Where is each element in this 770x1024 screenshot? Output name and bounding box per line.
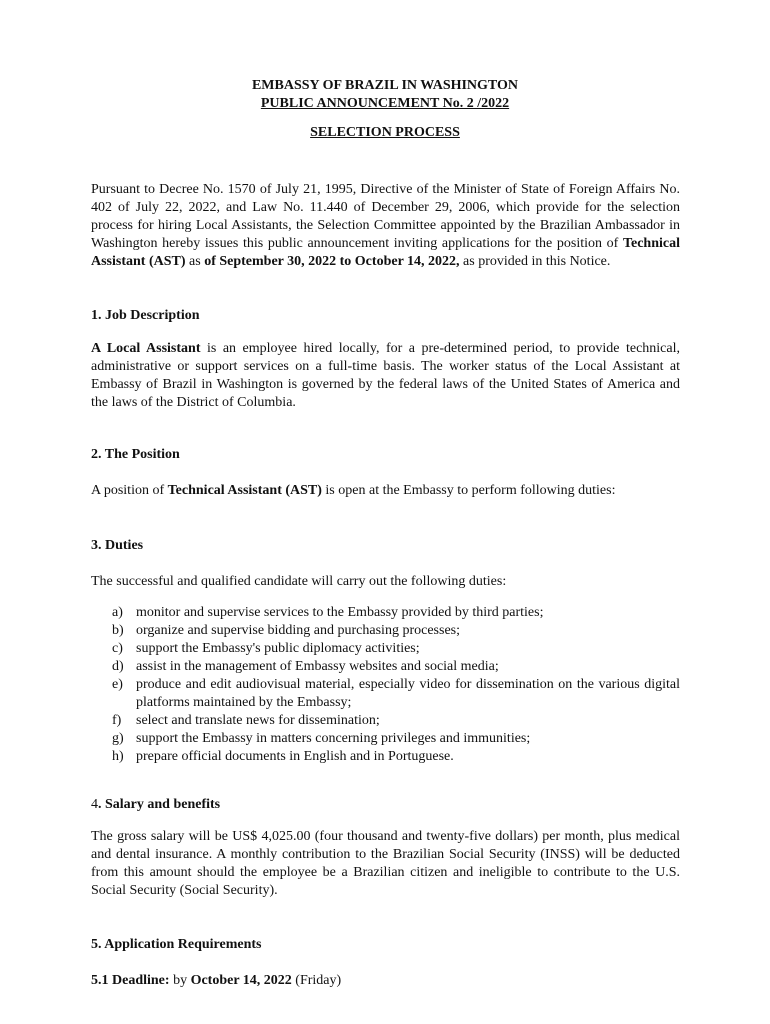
list-marker: g) bbox=[112, 731, 124, 746]
list-marker: b) bbox=[112, 623, 124, 638]
announcement-title: PUBLIC ANNOUNCEMENT No. 2 /2022 bbox=[260, 96, 510, 111]
list-marker: c) bbox=[112, 641, 123, 656]
section-1-heading: 1. Job Description bbox=[91, 308, 200, 323]
list-item bbox=[112, 748, 680, 766]
list-item-text: select and translate news for dissemination; bbox=[136, 713, 380, 728]
section-5-heading: 5. Application Requirements bbox=[91, 937, 262, 952]
deadline-line bbox=[91, 972, 680, 990]
job-description-paragraph bbox=[91, 340, 680, 412]
deadline-label: 5.1 Deadline: bbox=[91, 973, 170, 988]
section-4-heading bbox=[91, 796, 220, 814]
list-marker: e) bbox=[112, 677, 123, 692]
intro-text-3: as provided in this Notice. bbox=[459, 254, 611, 269]
list-marker: h) bbox=[112, 749, 124, 764]
list-item bbox=[112, 730, 680, 748]
salary-paragraph: The gross salary will be US$ 4,025.00 (four thousand and twenty-five dollars) per month, plus medical and dental insurance. A monthly contribution to the Brazilian Social Security (INSS) will be deducted from this amount should the employee be a Brazilian citizen and ineligible to contribute to the U.S. Social Security (Social Security). bbox=[91, 829, 680, 898]
list-item bbox=[112, 676, 680, 712]
local-assistant-bold: A Local Assistant bbox=[91, 341, 201, 356]
intro-text-2: as bbox=[185, 254, 205, 269]
selection-process-title: SELECTION PROCESS bbox=[310, 125, 460, 140]
list-marker: f) bbox=[112, 713, 122, 728]
intro-paragraph bbox=[91, 181, 680, 271]
deadline-date: October 14, 2022 bbox=[190, 973, 292, 988]
intro-dates-bold: of September 30, 2022 to October 14, 2022, bbox=[204, 254, 460, 269]
section-4-number: 4 bbox=[91, 797, 98, 812]
section-2-heading: 2. The Position bbox=[91, 447, 180, 462]
list-item bbox=[112, 622, 680, 640]
list-item-text: organize and supervise bidding and purchasing processes; bbox=[136, 623, 460, 638]
position-text-pre: A position of bbox=[91, 483, 168, 498]
job-description-text: is an employee hired locally, for a pre-determined period, to provide technical, administrative or support services on a full-time basis. The worker status of the Local Assistant at Embassy of Brazil in Washington is governed by the federal laws of the United States of America and the laws of the District of Columbia. bbox=[91, 341, 680, 410]
duties-list bbox=[112, 604, 680, 766]
deadline-post: (Friday) bbox=[291, 973, 342, 988]
list-item-text: monitor and supervise services to the Embassy provided by third parties; bbox=[136, 605, 544, 620]
list-item-text: produce and edit audiovisual material, especially video for dissemination on the various digital platforms maintained by the Embassy; bbox=[136, 677, 680, 710]
duties-intro: The successful and qualified candidate will carry out the following duties: bbox=[91, 574, 507, 589]
position-text-post: is open at the Embassy to perform following duties: bbox=[321, 483, 616, 498]
list-item-text: support the Embassy in matters concerning privileges and immunities; bbox=[136, 731, 531, 746]
position-paragraph bbox=[91, 482, 680, 500]
list-item bbox=[112, 640, 680, 658]
intro-text-1: Pursuant to Decree No. 1570 of July 21, 1995, Directive of the Minister of State of Foreign Affairs No. 402 of July 22, 2022, and Law No. 11.440 of December 29, 2006, which provide for the selection process for hiring Local Assistants, the Selection Committee appointed by the Brazilian Ambassador in Washington hereby issues this public announcement inviting applications for the position of bbox=[91, 182, 680, 251]
list-marker: a) bbox=[112, 605, 123, 620]
section-3-heading: 3. Duties bbox=[91, 538, 144, 553]
list-item-text: prepare official documents in English and in Portuguese. bbox=[136, 749, 454, 764]
list-marker: d) bbox=[112, 659, 124, 674]
section-4-title: . Salary and benefits bbox=[98, 797, 221, 812]
list-item bbox=[112, 658, 680, 676]
list-item-text: assist in the management of Embassy websites and social media; bbox=[136, 659, 499, 674]
list-item bbox=[112, 712, 680, 730]
intro-position-bold: Technical Assistant (AST) bbox=[91, 236, 680, 269]
list-item bbox=[112, 604, 680, 622]
list-item-text: support the Embassy's public diplomacy activities; bbox=[136, 641, 420, 656]
deadline-pre: by bbox=[169, 973, 191, 988]
position-bold: Technical Assistant (AST) bbox=[167, 483, 322, 498]
embassy-title: EMBASSY OF BRAZIL IN WASHINGTON bbox=[251, 78, 519, 93]
